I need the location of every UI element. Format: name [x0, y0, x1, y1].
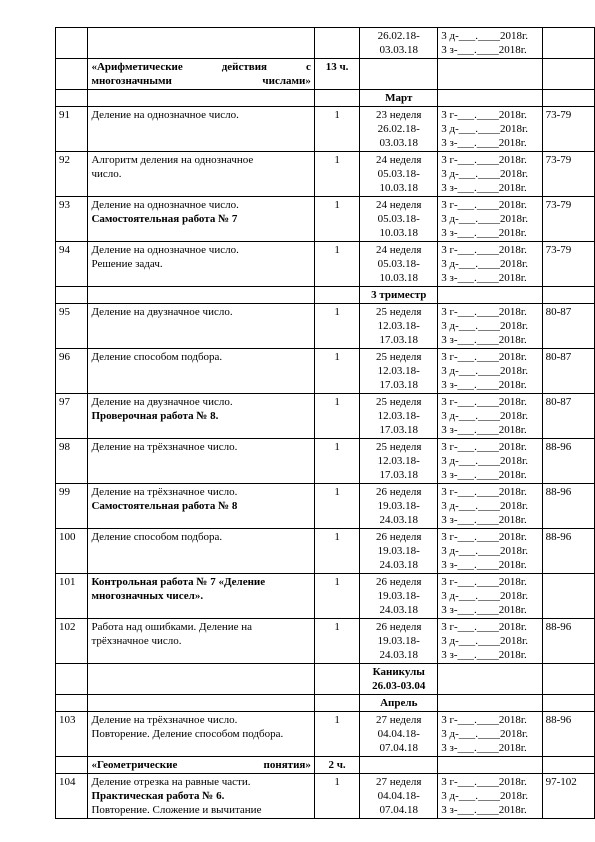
lesson-hours: 1	[314, 242, 359, 287]
week-line: 24.03.18	[379, 649, 418, 661]
week-line: 25 неделя	[376, 396, 422, 408]
holiday-row	[56, 664, 595, 695]
table-row	[56, 107, 595, 152]
lesson-number: 103	[56, 712, 88, 757]
lesson-week	[360, 712, 438, 757]
date-line: 3 г-___.____2018г.	[441, 244, 527, 256]
date-line: 3 д-___.____2018г.	[441, 728, 529, 740]
table-row	[56, 349, 595, 394]
lesson-pages	[542, 28, 594, 59]
date-line: 3 д-___.____2018г.	[441, 365, 529, 377]
lesson-pages	[542, 90, 594, 107]
week-line: 10.03.18	[379, 227, 418, 239]
topic-line: Самостоятельная работа № 7	[91, 213, 238, 225]
week-line: 24.03.18	[379, 604, 418, 616]
lesson-pages	[542, 287, 594, 304]
lesson-pages: 73-79	[542, 242, 594, 287]
table-row	[56, 152, 595, 197]
lesson-topic	[88, 774, 314, 819]
lesson-dates	[438, 664, 542, 695]
lesson-number: 100	[56, 529, 88, 574]
lesson-pages: 73-79	[542, 152, 594, 197]
week-line: 17.03.18	[379, 334, 418, 346]
lesson-pages: 97-102	[542, 774, 594, 819]
lesson-week	[360, 439, 438, 484]
lesson-plan-table	[55, 27, 595, 819]
lesson-dates	[438, 28, 542, 59]
week-line: 05.03.18-	[377, 213, 420, 225]
date-line: 3 г-___.____2018г.	[441, 621, 527, 633]
topic-line: Самостоятельная работа № 8	[91, 500, 238, 512]
table-row	[56, 574, 595, 619]
lesson-pages	[542, 574, 594, 619]
lesson-hours: 1	[314, 394, 359, 439]
lesson-number: 104	[56, 774, 88, 819]
lesson-topic	[88, 712, 314, 757]
lesson-topic	[88, 394, 314, 439]
date-line: 3 д-___.____2018г.	[441, 258, 529, 270]
lesson-hours: 1	[314, 349, 359, 394]
topic-line: Решение задач.	[91, 258, 163, 270]
week-line: 26 неделя	[376, 486, 422, 498]
lesson-dates	[438, 757, 542, 774]
week-line: 19.03.18-	[377, 500, 420, 512]
lesson-dates	[438, 242, 542, 287]
lesson-number: 99	[56, 484, 88, 529]
section-title: «Геометрические понятия»	[88, 757, 314, 774]
lesson-hours: 1	[314, 774, 359, 819]
lesson-pages: 80-87	[542, 349, 594, 394]
lesson-dates	[438, 197, 542, 242]
lesson-hours: 1	[314, 574, 359, 619]
date-line: 3 г-___.____2018г.	[441, 109, 527, 121]
date-line: 3 д-___.____2018г.	[441, 635, 529, 647]
week-line: 12.03.18-	[377, 410, 420, 422]
lesson-number: 94	[56, 242, 88, 287]
week-line: 17.03.18	[379, 424, 418, 436]
table-row	[56, 439, 595, 484]
table-row	[56, 484, 595, 529]
week-line: 26.02.18-	[377, 30, 420, 42]
period-label: 3 триместр	[360, 287, 438, 304]
lesson-pages: 73-79	[542, 197, 594, 242]
period-label: Март	[360, 90, 438, 107]
lesson-topic	[88, 197, 314, 242]
week-line: 19.03.18-	[377, 545, 420, 557]
lesson-plan-body	[56, 28, 595, 819]
date-line: 3 з-___.____2018г.	[441, 44, 527, 56]
lesson-number: 101	[56, 574, 88, 619]
lesson-week	[360, 484, 438, 529]
date-line: 3 г-___.____2018г.	[441, 154, 527, 166]
lesson-hours	[314, 695, 359, 712]
date-line: 3 д-___.____2018г.	[441, 590, 529, 602]
week-line: 24.03.18	[379, 559, 418, 571]
lesson-dates	[438, 484, 542, 529]
lesson-number: 93	[56, 197, 88, 242]
topic-line: Повторение. Деление способом подбора.	[91, 728, 284, 740]
date-line: 3 д-___.____2018г.	[441, 320, 529, 332]
topic-line: Повторение. Сложение и вычитание	[91, 804, 262, 816]
lesson-number: 97	[56, 394, 88, 439]
lesson-topic	[88, 574, 314, 619]
date-line: 3 г-___.____2018г.	[441, 486, 527, 498]
lesson-week	[360, 774, 438, 819]
lesson-week	[360, 619, 438, 664]
lesson-pages	[542, 757, 594, 774]
lesson-hours	[314, 664, 359, 695]
topic-line: Деление способом подбора.	[91, 351, 223, 363]
lesson-topic	[88, 90, 314, 107]
week-line: 24 неделя	[376, 244, 422, 256]
topic-line: Деление способом подбора.	[91, 531, 223, 543]
lesson-dates	[438, 712, 542, 757]
week-line: 04.04.18-	[377, 790, 420, 802]
lesson-week	[360, 757, 438, 774]
week-line: 07.04.18	[379, 742, 418, 754]
date-line: 3 г-___.____2018г.	[441, 576, 527, 588]
lesson-topic	[88, 107, 314, 152]
lesson-dates	[438, 90, 542, 107]
lesson-dates	[438, 529, 542, 574]
week-line: 12.03.18-	[377, 320, 420, 332]
lesson-topic	[88, 152, 314, 197]
lesson-week	[360, 349, 438, 394]
lesson-number	[56, 664, 88, 695]
lesson-dates	[438, 349, 542, 394]
lesson-topic	[88, 664, 314, 695]
holiday-label	[360, 664, 438, 695]
date-line: 3 з-___.____2018г.	[441, 514, 527, 526]
date-line: 3 г-___.____2018г.	[441, 306, 527, 318]
topic-line: Контрольная работа № 7 «Деление	[91, 576, 266, 588]
topic-line: Деление на трёхзначное число.	[91, 441, 238, 453]
date-line: 3 з-___.____2018г.	[441, 182, 527, 194]
date-line: 3 д-___.____2018г.	[441, 123, 529, 135]
date-line: 3 д-___.____2018г.	[441, 790, 529, 802]
lesson-week	[360, 242, 438, 287]
table-row	[56, 28, 595, 59]
date-line: 3 з-___.____2018г.	[441, 227, 527, 239]
lesson-pages	[542, 59, 594, 90]
lesson-week	[360, 304, 438, 349]
lesson-dates	[438, 304, 542, 349]
week-line: 03.03.18	[379, 44, 418, 56]
topic-line: Деление на двузначное число.	[91, 396, 233, 408]
lesson-number	[56, 59, 88, 90]
topic-line: Деление на однозначное число.	[91, 109, 239, 121]
lesson-week	[360, 28, 438, 59]
topic-line: Деление на трёхзначное число.	[91, 714, 238, 726]
lesson-topic	[88, 242, 314, 287]
period-label: Апрель	[360, 695, 438, 712]
lesson-dates	[438, 394, 542, 439]
lesson-hours: 1	[314, 712, 359, 757]
week-line: 07.04.18	[379, 804, 418, 816]
lesson-hours: 1	[314, 484, 359, 529]
date-line: 3 з-___.____2018г.	[441, 272, 527, 284]
table-row	[56, 242, 595, 287]
topic-line: многозначных чисел».	[91, 590, 204, 602]
date-line: 3 г-___.____2018г.	[441, 199, 527, 211]
lesson-hours: 1	[314, 152, 359, 197]
week-line: 12.03.18-	[377, 365, 420, 377]
week-line: 27 неделя	[376, 776, 422, 788]
lesson-dates	[438, 59, 542, 90]
lesson-topic	[88, 304, 314, 349]
topic-line: Деление на однозначное число.	[91, 244, 239, 256]
date-line: 3 г-___.____2018г.	[441, 396, 527, 408]
section-title: «Арифметические действия с многозначными числами»	[88, 59, 314, 90]
week-line: 25 неделя	[376, 351, 422, 363]
lesson-hours	[314, 287, 359, 304]
lesson-dates	[438, 439, 542, 484]
week-line: 24 неделя	[376, 154, 422, 166]
lesson-number	[56, 757, 88, 774]
week-line: 03.03.18	[379, 137, 418, 149]
week-line: 10.03.18	[379, 182, 418, 194]
week-line: 23 неделя	[376, 109, 422, 121]
week-line: 25 неделя	[376, 441, 422, 453]
date-line: 3 г-___.____2018г.	[441, 441, 527, 453]
week-line: 27 неделя	[376, 714, 422, 726]
lesson-week	[360, 107, 438, 152]
week-line: 25 неделя	[376, 306, 422, 318]
table-row	[56, 394, 595, 439]
lesson-topic	[88, 287, 314, 304]
week-line: 24.03.18	[379, 514, 418, 526]
lesson-pages	[542, 664, 594, 695]
table-row	[56, 712, 595, 757]
lesson-pages: 88-96	[542, 439, 594, 484]
lesson-hours	[314, 28, 359, 59]
lesson-number: 96	[56, 349, 88, 394]
date-line: 3 з-___.____2018г.	[441, 559, 527, 571]
table-row	[56, 619, 595, 664]
week-line: 12.03.18-	[377, 455, 420, 467]
date-line: 3 д-___.____2018г.	[441, 410, 529, 422]
topic-line: Деление на трёхзначное число.	[91, 486, 238, 498]
lesson-dates	[438, 774, 542, 819]
topic-line: Работа над ошибками. Деление на	[91, 621, 253, 633]
lesson-week	[360, 197, 438, 242]
lesson-dates	[438, 619, 542, 664]
date-line: 3 д-___.____2018г.	[441, 455, 529, 467]
lesson-pages: 88-96	[542, 619, 594, 664]
topic-line: Деление на двузначное число.	[91, 306, 233, 318]
date-line: 3 д-___.____2018г.	[441, 500, 529, 512]
period-row	[56, 90, 595, 107]
lesson-topic	[88, 484, 314, 529]
topic-line: число.	[91, 168, 122, 180]
lesson-number: 95	[56, 304, 88, 349]
date-line: 3 з-___.____2018г.	[441, 804, 527, 816]
lesson-topic	[88, 28, 314, 59]
date-line: 3 д-___.____2018г.	[441, 30, 529, 42]
lesson-dates	[438, 152, 542, 197]
table-row	[56, 774, 595, 819]
table-row	[56, 304, 595, 349]
lesson-hours: 1	[314, 529, 359, 574]
holiday-line: 26.03-03.04	[372, 680, 426, 692]
lesson-hours: 1	[314, 439, 359, 484]
lesson-hours	[314, 90, 359, 107]
week-line: 26.02.18-	[377, 123, 420, 135]
section-row	[56, 757, 595, 774]
lesson-week	[360, 59, 438, 90]
lesson-topic	[88, 439, 314, 484]
date-line: 3 д-___.____2018г.	[441, 545, 529, 557]
lesson-hours: 1	[314, 619, 359, 664]
lesson-week	[360, 574, 438, 619]
lesson-week	[360, 152, 438, 197]
lesson-dates	[438, 695, 542, 712]
holiday-line: Каникулы	[372, 666, 425, 678]
lesson-number: 92	[56, 152, 88, 197]
lesson-week	[360, 394, 438, 439]
date-line: 3 з-___.____2018г.	[441, 604, 527, 616]
lesson-topic	[88, 619, 314, 664]
lesson-number	[56, 695, 88, 712]
lesson-hours: 1	[314, 197, 359, 242]
week-line: 26 неделя	[376, 531, 422, 543]
lesson-pages: 73-79	[542, 107, 594, 152]
lesson-dates	[438, 107, 542, 152]
week-line: 26 неделя	[376, 576, 422, 588]
lesson-topic	[88, 695, 314, 712]
week-line: 19.03.18-	[377, 590, 420, 602]
lesson-pages: 88-96	[542, 484, 594, 529]
topic-line: Деление отрезка на равные части.	[91, 776, 251, 788]
date-line: 3 д-___.____2018г.	[441, 168, 529, 180]
section-hours: 2 ч.	[314, 757, 359, 774]
section-row	[56, 59, 595, 90]
date-line: 3 з-___.____2018г.	[441, 334, 527, 346]
week-line: 05.03.18-	[377, 258, 420, 270]
lesson-pages: 88-96	[542, 529, 594, 574]
lesson-number	[56, 287, 88, 304]
date-line: 3 з-___.____2018г.	[441, 379, 527, 391]
date-line: 3 з-___.____2018г.	[441, 137, 527, 149]
lesson-pages	[542, 695, 594, 712]
lesson-hours: 1	[314, 304, 359, 349]
week-line: 19.03.18-	[377, 635, 420, 647]
topic-line: Алгоритм деления на однозначное	[91, 154, 254, 166]
topic-line: трёхзначное число.	[91, 635, 182, 647]
lesson-pages: 80-87	[542, 394, 594, 439]
topic-line: Проверочная работа № 8.	[91, 410, 219, 422]
date-line: 3 г-___.____2018г.	[441, 531, 527, 543]
week-line: 05.03.18-	[377, 168, 420, 180]
date-line: 3 з-___.____2018г.	[441, 424, 527, 436]
section-hours: 13 ч.	[314, 59, 359, 90]
week-line: 17.03.18	[379, 379, 418, 391]
lesson-pages: 88-96	[542, 712, 594, 757]
period-row	[56, 287, 595, 304]
week-line: 17.03.18	[379, 469, 418, 481]
lesson-number: 98	[56, 439, 88, 484]
period-row	[56, 695, 595, 712]
lesson-pages: 80-87	[542, 304, 594, 349]
week-line: 26 неделя	[376, 621, 422, 633]
lesson-topic	[88, 349, 314, 394]
lesson-hours: 1	[314, 107, 359, 152]
lesson-dates	[438, 287, 542, 304]
lesson-dates	[438, 574, 542, 619]
date-line: 3 д-___.____2018г.	[441, 213, 529, 225]
date-line: 3 г-___.____2018г.	[441, 714, 527, 726]
week-line: 24 неделя	[376, 199, 422, 211]
date-line: 3 з-___.____2018г.	[441, 649, 527, 661]
date-line: 3 з-___.____2018г.	[441, 742, 527, 754]
date-line: 3 г-___.____2018г.	[441, 351, 527, 363]
lesson-number	[56, 90, 88, 107]
table-row	[56, 197, 595, 242]
lesson-topic	[88, 529, 314, 574]
date-line: 3 з-___.____2018г.	[441, 469, 527, 481]
lesson-number: 91	[56, 107, 88, 152]
week-line: 10.03.18	[379, 272, 418, 284]
lesson-number: 102	[56, 619, 88, 664]
date-line: 3 г-___.____2018г.	[441, 776, 527, 788]
table-row	[56, 529, 595, 574]
lesson-week	[360, 529, 438, 574]
lesson-number	[56, 28, 88, 59]
topic-line: Деление на однозначное число.	[91, 199, 239, 211]
topic-line: Практическая работа № 6.	[91, 790, 225, 802]
week-line: 04.04.18-	[377, 728, 420, 740]
